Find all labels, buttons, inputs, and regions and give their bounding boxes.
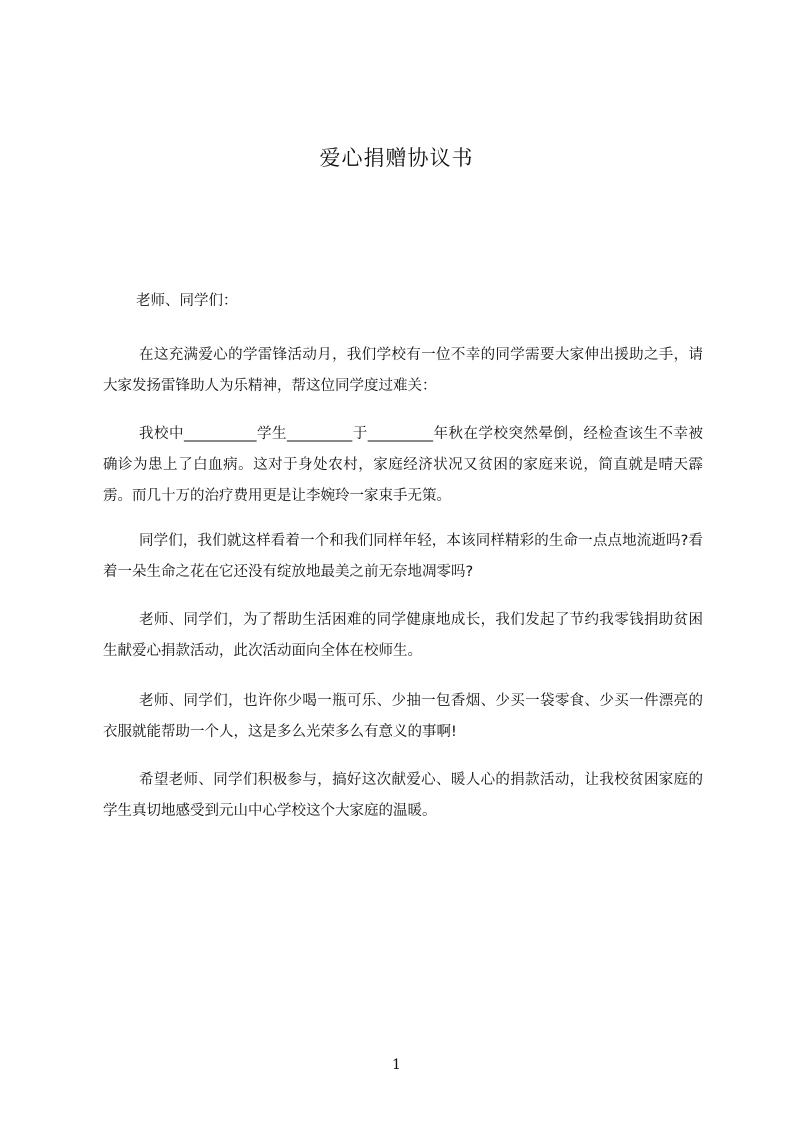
page-number: 1 [392, 1057, 401, 1073]
greeting-line: 老师、同学们： [136, 293, 238, 309]
paragraph-activity: 老师、同学们，为了帮助生活困难的同学健康地成长，我们发起了节约我零钱捐助贫困生献爱心捐款活动，此次活动面向全体在校师生。 [103, 612, 703, 659]
paragraph-question: 同学们，我们就这样看着一个和我们同样年轻，本该同样精彩的生命一点点地流逝吗?看着一朵生命之花在它还没有绽放地最美之前无奈地凋零吗? [103, 533, 703, 580]
paragraph-appeal: 在这充满爱心的学雷锋活动月，我们学校有一位不幸的同学需要大家伸出援助之手，请大家发扬雷锋助人为乐精神，帮这位同学度过难关： [103, 347, 703, 394]
document-title: 爱心捐赠协议书 [319, 146, 474, 170]
paragraph-closing: 希望老师、同学们积极参与，搞好这次献爱心、暖人心的捐款活动，让我校贫困家庭的学生真切地感受到元山中心学校这个大家庭的温暖。 [103, 772, 703, 819]
paragraph-student-situation: 我校中__________学生_________于_________年秋在学校突然晕倒，经检查该生不幸被确诊为患上了白血病。这对于身处农村，家庭经济状况又贫困的家庭来说，简直就是晴天霹雳。而几十万的治疗费用更是让李婉玲一家束手无策。 [103, 426, 703, 504]
paragraph-small-help: 老师、同学们，也许你少喝一瓶可乐、少抽一包香烟、少买一袋零食、少买一件漂亮的衣服就能帮助一个人，这是多么光荣多么有意义的事啊! [103, 693, 703, 740]
